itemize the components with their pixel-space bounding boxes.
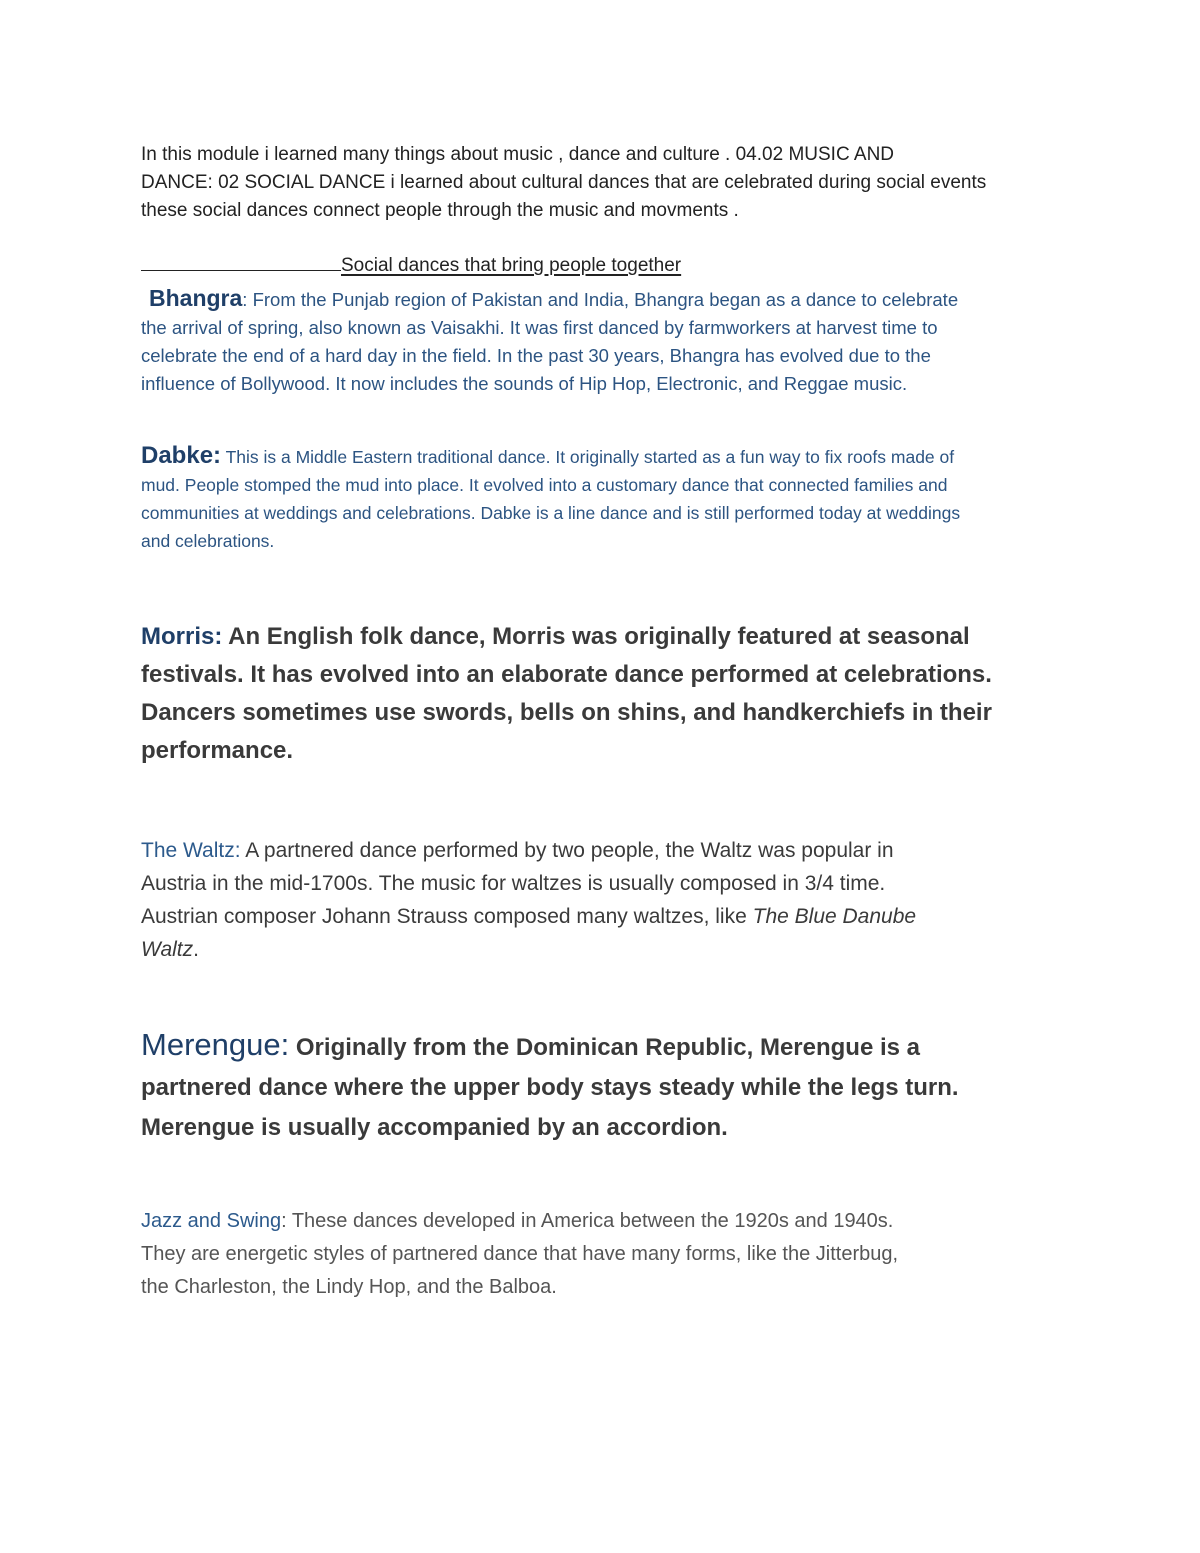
jazz-line: the Charleston, the Lindy Hop, and the Balboa. bbox=[141, 1276, 557, 1298]
bhangra-line: influence of Bollywood. It now includes the sounds of Hip Hop, Electronic, and Reggae music. bbox=[141, 373, 908, 394]
merengue-text: Originally from the Dominican Republic, Merengue is a bbox=[289, 1034, 921, 1061]
jazz-term: Jazz and Swing bbox=[141, 1210, 282, 1232]
jazz-line: They are energetic styles of partnered dance that have many forms, like the Jitterbug, bbox=[141, 1243, 899, 1265]
intro-line: these social dances connect people through the music and movments . bbox=[141, 200, 739, 221]
morris-paragraph bbox=[141, 618, 1071, 770]
bhangra-text: : From the Punjab region of Pakistan and India, Bhangra began as a dance to celebrate bbox=[242, 289, 959, 310]
morris-line: performance. bbox=[141, 737, 294, 764]
morris-text: An English folk dance, Morris was originally featured at seasonal bbox=[222, 623, 970, 650]
morris-line: Dancers sometimes use swords, bells on shins, and handkerchiefs in their bbox=[141, 699, 992, 726]
dabke-text: This is a Middle Eastern traditional dance. It originally started as a fun way to fix roofs made of bbox=[221, 447, 955, 467]
intro-line: In this module i learned many things about music , dance and culture . 04.02 MUSIC AND bbox=[141, 144, 895, 165]
waltz-text: A partnered dance performed by two people, the Waltz was popular in bbox=[240, 839, 894, 862]
morris-term: Morris: bbox=[141, 623, 223, 650]
waltz-italic-title: The Blue Danube bbox=[752, 905, 917, 928]
dabke-paragraph bbox=[141, 442, 1071, 555]
section-heading-text: Social dances that bring people together bbox=[341, 255, 682, 276]
merengue-line: partnered dance where the upper body stays steady while the legs turn. bbox=[141, 1074, 959, 1101]
bhangra-paragraph bbox=[141, 284, 1071, 398]
dabke-line: and celebrations. bbox=[141, 531, 275, 551]
waltz-paragraph bbox=[141, 834, 1071, 966]
waltz-italic-title-cont: Waltz bbox=[141, 938, 194, 961]
bhangra-term: Bhangra bbox=[149, 285, 243, 311]
intro-paragraph bbox=[141, 141, 1071, 225]
section-heading bbox=[141, 251, 721, 279]
waltz-end: . bbox=[193, 938, 199, 961]
bhangra-line: celebrate the end of a hard day in the field. In the past 30 years, Bhangra has evolved due to the bbox=[141, 345, 931, 366]
dabke-line: communities at weddings and celebrations. Dabke is a line dance and is still performed today at weddings bbox=[141, 503, 961, 523]
bhangra-line: the arrival of spring, also known as Vaisakhi. It was first danced by farmworkers at harvest time to bbox=[141, 317, 938, 338]
heading-underline-rule bbox=[141, 251, 341, 271]
morris-line: festivals. It has evolved into an elaborate dance performed at celebrations. bbox=[141, 661, 992, 688]
merengue-term: Merengue: bbox=[141, 1027, 290, 1062]
dabke-term: Dabke: bbox=[141, 442, 222, 469]
dabke-line: mud. People stomped the mud into place. It evolved into a customary dance that connected families and bbox=[141, 475, 948, 495]
waltz-term: The Waltz: bbox=[141, 839, 241, 862]
merengue-line: Merengue is usually accompanied by an accordion. bbox=[141, 1114, 728, 1141]
jazz-text: : These dances developed in America between the 1920s and 1940s. bbox=[281, 1210, 894, 1232]
jazz-paragraph bbox=[141, 1205, 1071, 1304]
merengue-paragraph bbox=[141, 1025, 1071, 1148]
intro-line: DANCE: 02 SOCIAL DANCE i learned about cultural dances that are celebrated during social events bbox=[141, 172, 987, 193]
waltz-line: Austria in the mid-1700s. The music for waltzes is usually composed in 3/4 time. bbox=[141, 872, 886, 895]
waltz-line: Austrian composer Johann Strauss composed many waltzes, like bbox=[141, 905, 753, 928]
